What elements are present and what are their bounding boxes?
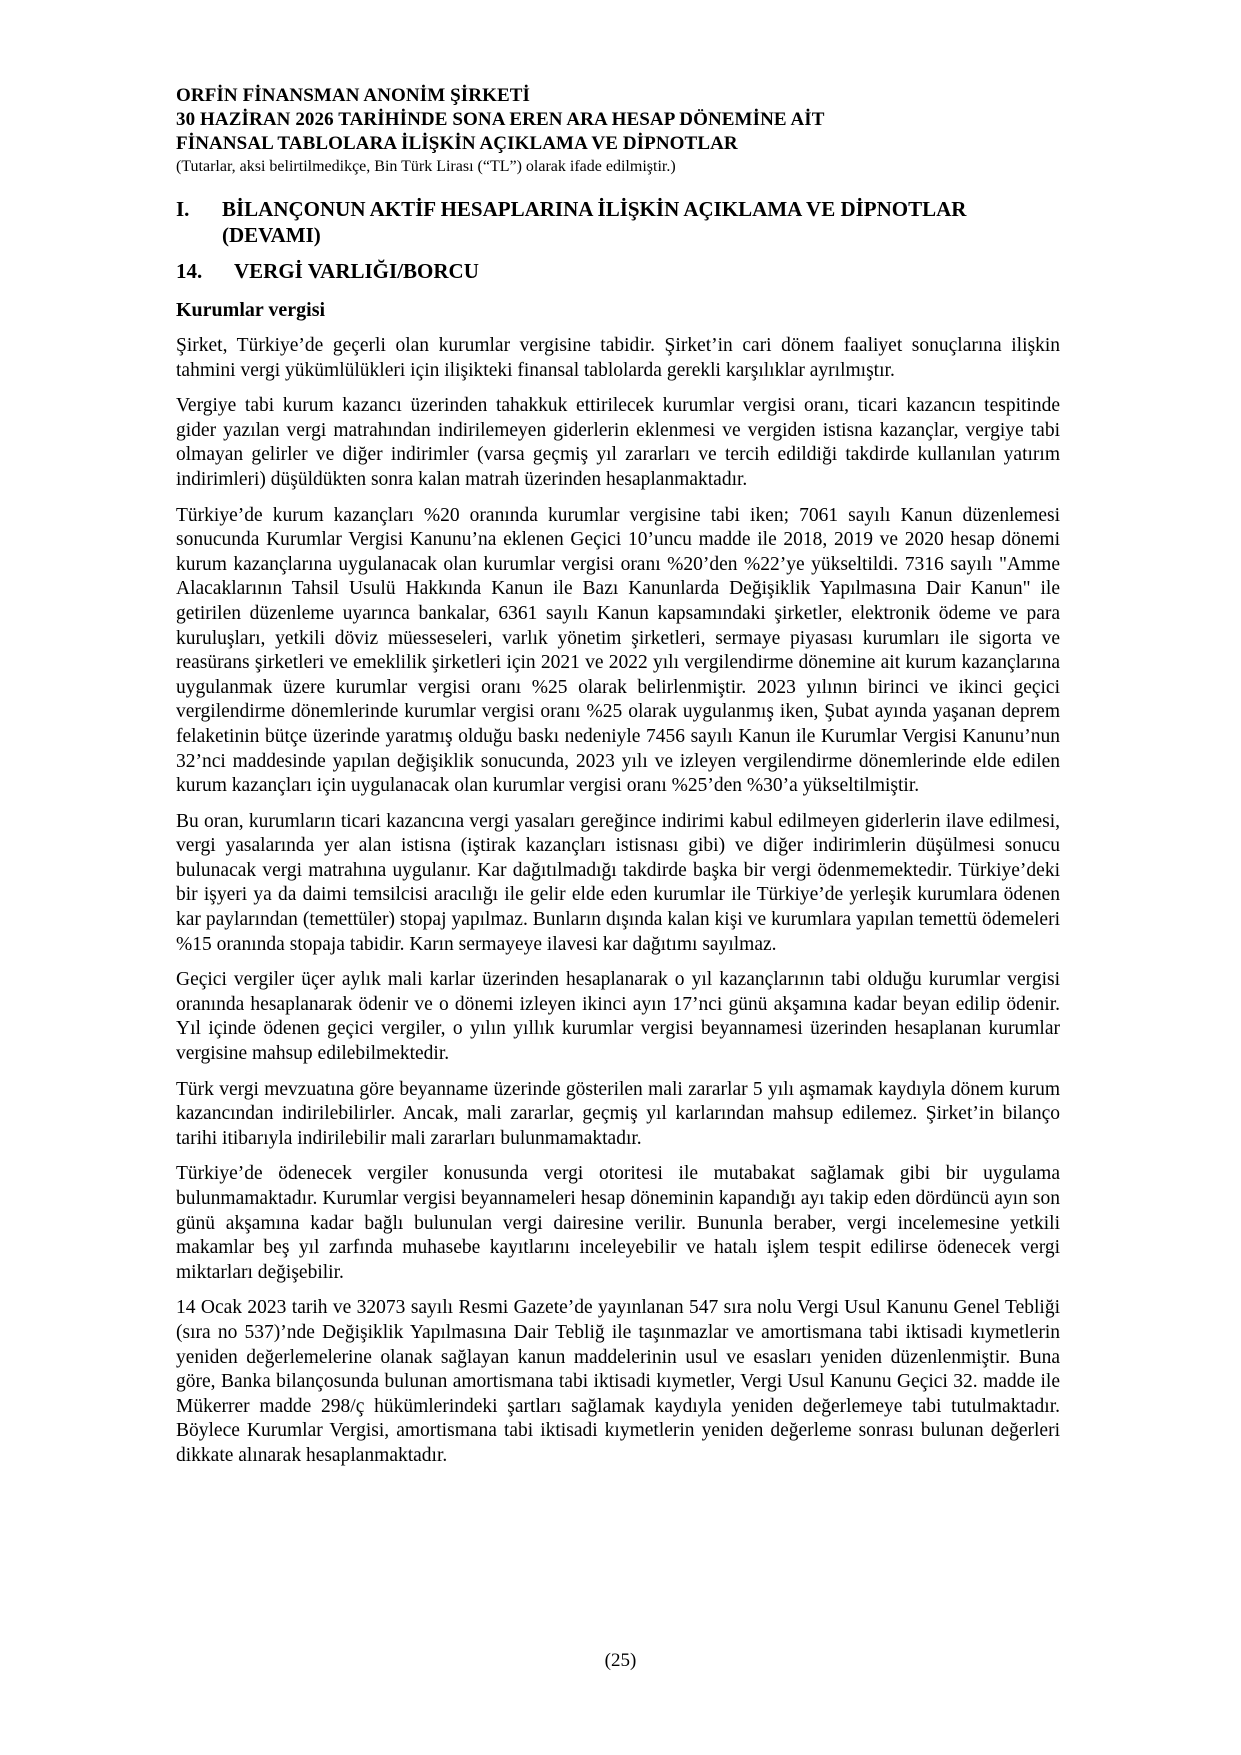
report-header — [176, 84, 1060, 177]
document-page — [176, 84, 1060, 1469]
subsection-title: VERGİ VARLIĞI/BORCU — [234, 259, 479, 283]
topic-heading: Kurumlar vergisi — [176, 299, 326, 321]
paragraph-8: 14 Ocak 2023 tarih ve 32073 sayılı Resmi Gazete’de yayınlanan 547 sıra nolu Vergi Usul Kanunu Genel Tebliği (sıra no 537)’nde Değişiklik Yapılmasına Dair Tebliğ ile taşınmazlar ve amortismana tabi iktisadi kıymetlerin yeniden değerlemelerine olanak sağlayan kanun maddelerinin usul ve esasları yeniden düzenlenmiştir. Buna göre, Banka bilançosunda bulunan amortismana tabi iktisadi kıymetler, Vergi Usul Kanunu Geçici 32. madde ile Mükerrer madde 298/ç hükümlerindeki şartları sağlamak kaydıyla yeniden değerlemeye tabi tutulmaktadır. Böylece Kurumlar Vergisi, amortismana tabi iktisadi kıymetlerin yeniden değerleme sonrası bulunan değerleri dikkate alınarak hesaplanmaktadır. — [176, 1297, 1060, 1466]
paragraph-1: Şirket, Türkiye’de geçerli olan kurumlar vergisine tabidir. Şirket’in cari dönem faaliyet sonuçlarına ilişkin tahmini vergi yükümlülükleri için ilişikteki finansal tablolarda gerekli karşılıklar ayrılmıştır. — [176, 335, 1060, 381]
company-name: ORFİN FİNANSMAN ANONİM ŞİRKETİ — [176, 85, 530, 106]
section-title: BİLANÇONUN AKTİF HESAPLARINA İLİŞKİN AÇIKLAMA VE DİPNOTLAR (DEVAMI) — [222, 197, 967, 247]
paragraph-2: Vergiye tabi kurum kazancı üzerinden tahakkuk ettirilecek kurumlar vergisi oranı, ticari kazancın tespitinde gider yazılan vergi matrahından indirilemeyen giderlerin eklenmesi ve vergiden istisna kazançlar, vergiye tabi olmayan gelirler ve diğer indirimler (varsa geçmiş yıl zararları ve tercih edildiği takdirde kullanılan yatırım indirimleri) düşüldükten sonra kalan matrah üzerinden hesaplanmaktadır. — [176, 395, 1060, 490]
subsection-number: 14. — [176, 259, 203, 283]
page-number: (25) — [604, 1650, 637, 1671]
report-title: FİNANSAL TABLOLARA İLİŞKİN AÇIKLAMA VE DİPNOTLAR — [176, 133, 738, 154]
section-number: I. — [176, 197, 190, 221]
paragraph-6: Türk vergi mevzuatına göre beyanname üzerinde gösterilen mali zararlar 5 yılı aşmamak kaydıyla dönem kurum kazancından indirilebilirler. Ancak, mali zararlar, geçmiş yıl karlarından mahsup edilemez. Şirket’in bilanço tarihi itibarıyla indirilebilir mali zararları bulunmamaktadır. — [176, 1078, 1060, 1149]
paragraph-4: Bu oran, kurumların ticari kazancına vergi yasaları gereğince indirimi kabul edilmeyen giderlerin ilave edilmesi, vergi yasalarında yer alan istisna (iştirak kazançları istisnası gibi) ve diğer indirimlerin düşülmesi sonucu bulunacak vergi matrahına uygulanır. Kar dağıtılmadığı takdirde başka bir vergi ödenmemektedir. Türkiye’deki bir işyeri ya da daimi temsilcisi aracılığı ile gelir elde eden kurumlar ile Türkiye’de yerleşik kurumlara ödenen kar paylarından (temettüler) stopaj yapılmaz. Bunların dışında kalan kişi ve kurumlara yapılan temettü ödemeleri %15 oranında stopaja tabidir. Karın sermayeye ilavesi kar dağıtımı sayılmaz. — [176, 810, 1060, 955]
report-period: 30 HAZİRAN 2026 TARİHİNDE SONA EREN ARA HESAP DÖNEMİNE AİT — [176, 109, 825, 130]
section-heading — [176, 196, 1060, 248]
paragraph-5: Geçici vergiler üçer aylık mali karlar üzerinden hesaplanarak o yıl kazançlarının tabi olduğu kurumlar vergisi oranında hesaplanarak ödenir ve o dönemi izleyen ikinci ayın 17’nci günü akşamına kadar beyan edilip ödenir. Yıl içinde ödenen geçici vergiler, o yılın yıllık kurumlar vergisi beyannamesi üzerinden hesaplanan kurumlar vergisine mahsup edilebilmektedir. — [176, 969, 1060, 1065]
paragraph-7: Türkiye’de ödenecek vergiler konusunda vergi otoritesi ile mutabakat sağlamak gibi bir uygulama bulunmamaktadır. Kurumlar vergisi beyannameleri hesap döneminin kapandığı ayı takip eden dördüncü ayın son günü akşamına kadar bağlı bulunulan vergi dairesine verilir. Bununla beraber, vergi incelemesine yetkili makamlar beş yıl zarfında muhasebe kayıtlarını inceleyebilir ve hatalı işlem tespit edilirse ödenecek vergi miktarları değişebilir. — [176, 1163, 1060, 1283]
currency-note: (Tutarlar, aksi belirtilmedikçe, Bin Türk Lirası (“TL”) olarak ifade edilmiştir.) — [176, 158, 676, 175]
paragraph-3: Türkiye’de kurum kazançları %20 oranında kurumlar vergisine tabi iken; 7061 sayılı Kanun düzenlemesi sonucunda Kurumlar Vergisi Kanunu’na eklenen Geçici 10’uncu madde ile 2018, 2019 ve 2020 hesap dönemi kurum kazançlarına uygulanacak olan kurumlar vergisi oranı %20’den %22’ye yükseltildi. 7316 sayılı "Amme Alacaklarının Tahsil Usulü Hakkında Kanun ile Bazı Kanunlarda Değişiklik Yapılmasına Dair Kanun" ile getirilen düzenleme uyarınca bankalar, 6361 sayılı Kanun kapsamındaki şirketler, elektronik ödeme ve para kuruluşları, yetkili döviz müesseseleri, varlık yönetim şirketleri, sermaye piyasası kurumları ile sigorta ve reasürans şirketleri ve emeklilik şirketleri için 2021 ve 2022 yılı vergilendirme dönemine ait kurum kazançlarına uygulanmak üzere kurumlar vergisi oranı %25 olarak belirlenmiştir. 2023 yılının birinci ve ikinci geçici vergilendirme dönemlerinde kurumlar vergisi oranı %25 olarak uygulanmış iken, Şubat ayında yaşanan deprem felaketinin bütçe üzerinde yaratmış olduğu baskı nedeniyle 7456 sayılı Kanun ile Kurumlar Vergisi Kanunu’nun 32’nci maddesinde yapılan değişiklik sonucunda, 2023 yılı ve izleyen vergilendirme dönemlerinde elde edilen kurum kazançları için uygulanacak olan kurumlar vergisi oranı %25’den %30’a yükseltilmiştir. — [176, 504, 1060, 797]
subsection-heading — [176, 258, 1060, 284]
